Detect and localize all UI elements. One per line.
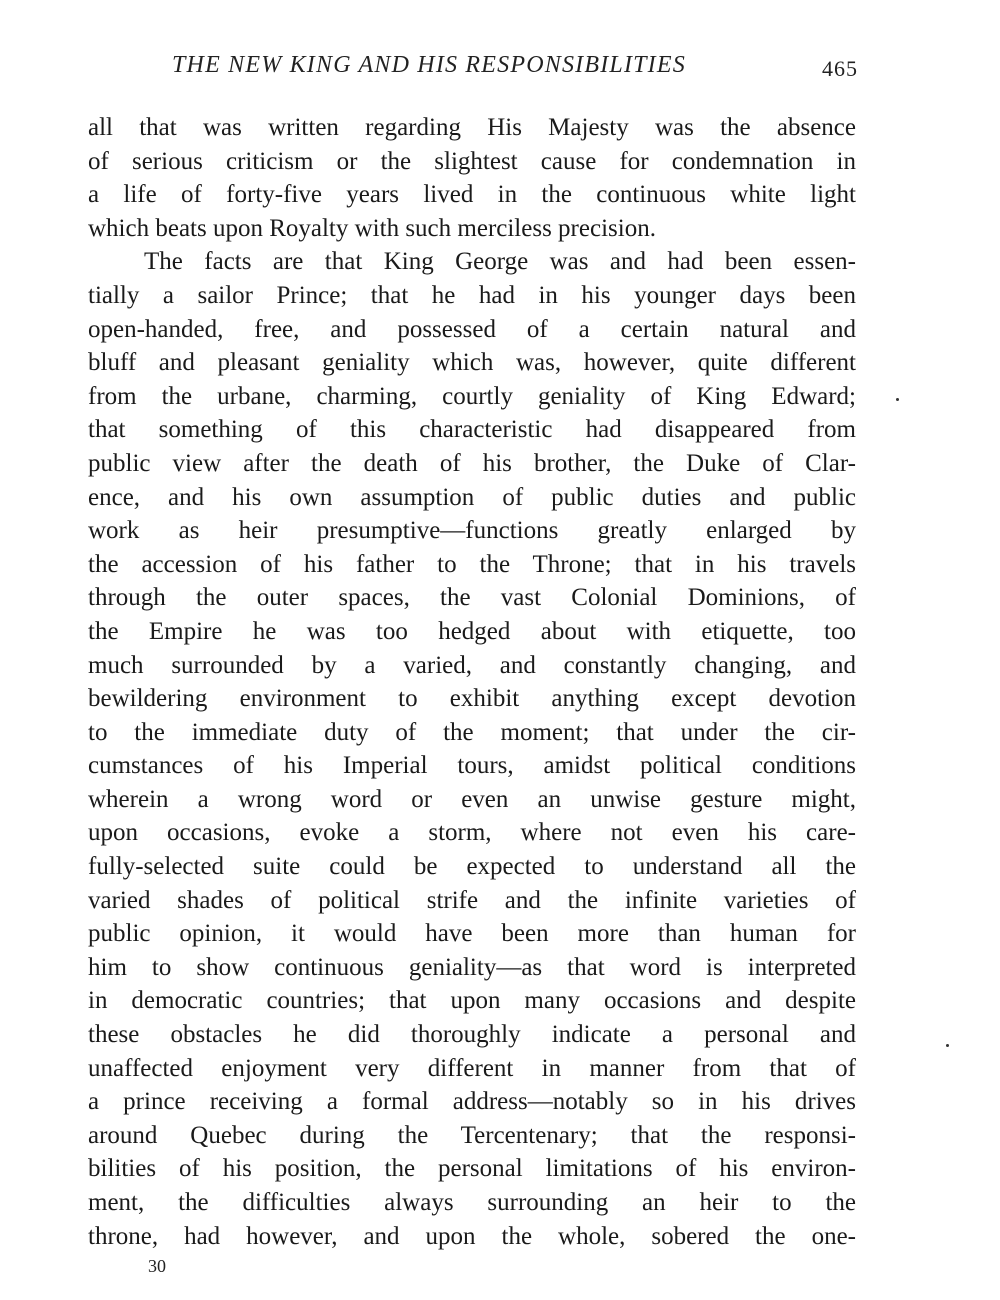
text-line: which beats upon Royalty with such merciless precision. bbox=[88, 214, 656, 242]
text-line: him to show continuous geniality—as that word is interpreted bbox=[88, 953, 856, 981]
page-number: 465 bbox=[822, 56, 858, 81]
paragraph bbox=[88, 245, 856, 1253]
text-line: open-handed, free, and possessed of a certain natural and bbox=[88, 315, 856, 343]
margin-speck bbox=[946, 1044, 949, 1047]
text-line: through the outer spaces, the vast Colonial Dominions, of bbox=[88, 584, 856, 612]
text-line: much surrounded by a varied, and constantly changing, and bbox=[88, 651, 856, 679]
text-line: unaffected enjoyment very different in manner from that of bbox=[88, 1054, 856, 1082]
text-line: cumstances of his Imperial tours, amidst political conditions bbox=[88, 752, 856, 780]
chapter-title: THE NEW KING AND HIS RESPONSIBILITIES bbox=[172, 52, 686, 78]
body-text bbox=[88, 111, 856, 1253]
paragraph bbox=[88, 111, 856, 245]
text-line: wherein a wrong word or even an unwise gesture might, bbox=[88, 785, 856, 813]
text-line: The facts are that King George was and had been essen- bbox=[144, 248, 856, 276]
text-line: throne, had however, and upon the whole, sobered the one- bbox=[88, 1222, 856, 1250]
text-line: tially a sailor Prince; that he had in his younger days been bbox=[88, 281, 856, 309]
text-line: bilities of his position, the personal limitations of his environ- bbox=[88, 1155, 856, 1183]
text-line: fully-selected suite could be expected to understand all the bbox=[88, 853, 856, 881]
text-line: to the immediate duty of the moment; that under the cir- bbox=[88, 718, 856, 746]
text-line: work as heir presumptive—functions greatly enlarged by bbox=[88, 517, 856, 545]
text-line: a prince receiving a formal address—notably so in his drives bbox=[88, 1088, 856, 1116]
text-line: a life of forty-five years lived in the continuous white light bbox=[88, 181, 856, 209]
text-line: the Empire he was too hedged about with etiquette, too bbox=[88, 617, 856, 645]
running-header bbox=[160, 52, 860, 88]
text-line: varied shades of political strife and the infinite varieties of bbox=[88, 886, 856, 914]
text-line: all that was written regarding His Majesty was the absence bbox=[88, 114, 856, 141]
text-line: in democratic countries; that upon many occasions and despite bbox=[88, 987, 856, 1015]
text-line: the accession of his father to the Throne; that in his travels bbox=[88, 550, 856, 578]
text-line: public opinion, it would have been more than human for bbox=[88, 920, 856, 948]
text-line: around Quebec during the Tercentenary; that the responsi- bbox=[88, 1121, 856, 1149]
text-line: from the urbane, charming, courtly geniality of King Edward; bbox=[88, 382, 856, 410]
text-line: that something of this characteristic had disappeared from bbox=[88, 416, 856, 444]
text-line: bluff and pleasant geniality which was, however, quite different bbox=[88, 349, 856, 377]
text-line: bewildering environment to exhibit anything except devotion bbox=[88, 685, 856, 713]
signature-mark: 30 bbox=[148, 1256, 166, 1276]
margin-speck bbox=[896, 398, 899, 401]
text-line: ment, the difficulties always surrounding an heir to the bbox=[88, 1189, 856, 1216]
text-line: of serious criticism or the slightest cause for condemnation in bbox=[88, 147, 856, 175]
text-line: these obstacles he did thoroughly indicate a personal and bbox=[88, 1021, 856, 1049]
text-line: public view after the death of his brother, the Duke of Clar- bbox=[88, 449, 856, 477]
text-line: ence, and his own assumption of public duties and public bbox=[88, 483, 856, 511]
text-line: upon occasions, evoke a storm, where not even his care- bbox=[88, 819, 856, 847]
